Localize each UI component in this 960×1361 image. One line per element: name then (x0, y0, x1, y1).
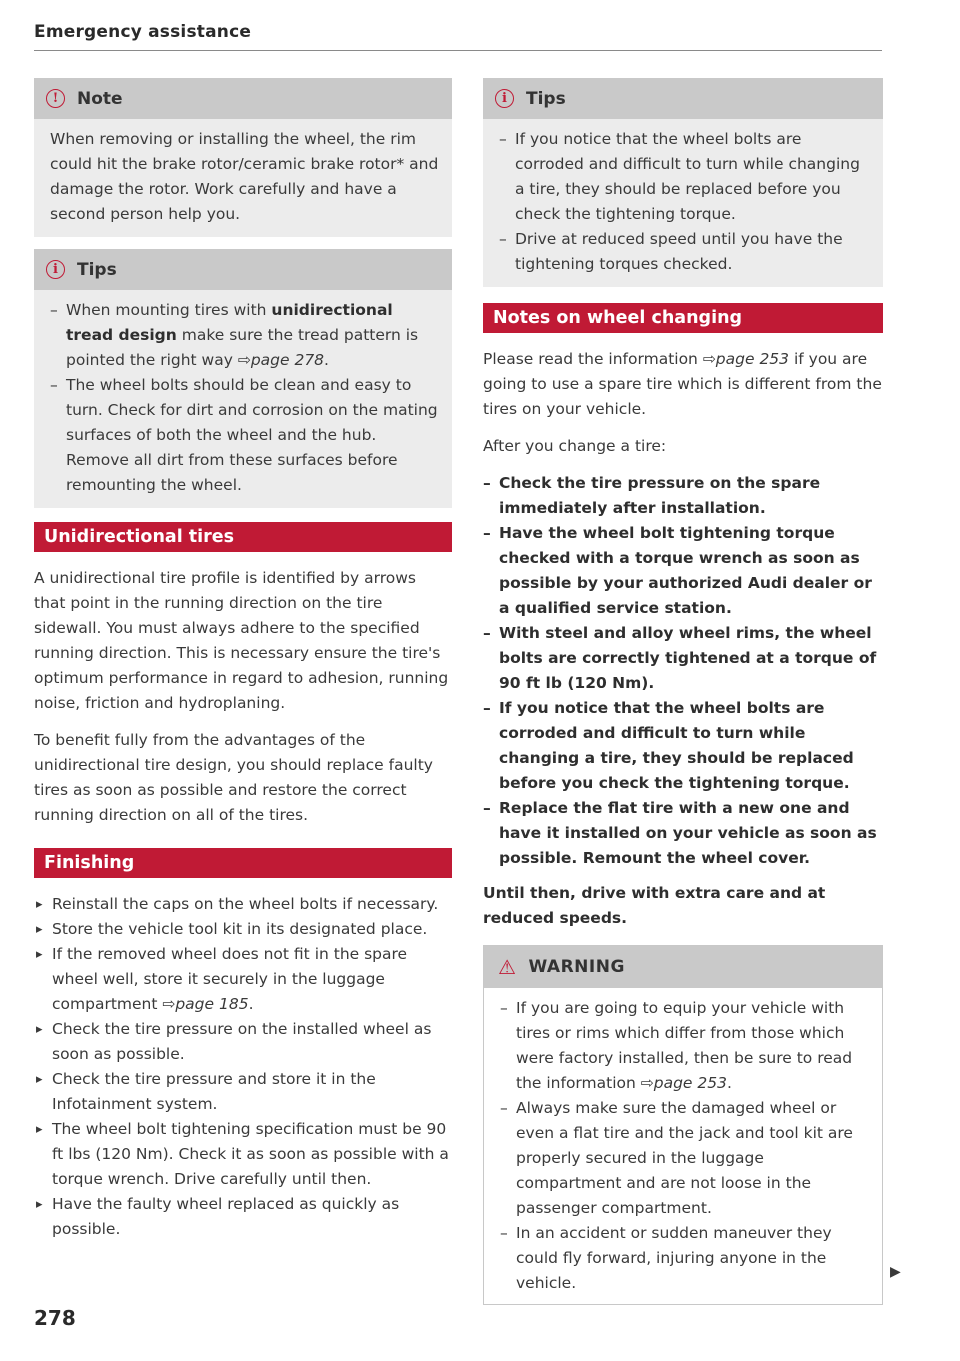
list-item: – Replace the flat tire with a new one and have it installed on your vehicle as soon as possible. Remount the wheel cover. (483, 796, 883, 871)
left-column (34, 78, 452, 1242)
list-item: ▸ If the removed wheel does not fit in the spare wheel well, store it securely in the luggage compartment ⇨page 185. (34, 942, 452, 1017)
warning-body (484, 988, 882, 1304)
paragraph: After you change a tire: (483, 437, 667, 455)
list-item: – Always make sure the damaged wheel or even a flat tire and the jack and tool kit are properly secured in the luggage compartment and are not loose in the passenger compartment. (500, 1096, 870, 1221)
list-item: ▸ Check the tire pressure on the installed wheel as soon as possible. (34, 1017, 452, 1067)
paragraph: Please read the information ⇨page 253 if you are going to use a spare tire which is different from the tires on your vehicle. (483, 350, 882, 418)
list-item: – With steel and alloy wheel rims, the wheel bolts are correctly tightened at a torque of 90 ft lb (120 Nm). (483, 621, 883, 696)
warning-box (483, 945, 883, 1305)
paragraph: To benefit fully from the advantages of the unidirectional tire design, you should replace faulty tires as soon as possible and restore the correct running direction on all of the tires. (34, 731, 433, 824)
right-column (483, 78, 883, 1305)
list-item: – If you notice that the wheel bolts are corroded and difficult to turn while changing a tire, they should be replaced before you check the tightening torque. (483, 696, 883, 796)
list-item: ▸ The wheel bolt tightening specification must be 90 ft lbs (120 Nm). Check it as soon as possible with a torque wrench. Drive carefully until then. (34, 1117, 452, 1192)
tips-box-left (34, 249, 452, 508)
list-item: – Drive at reduced speed until you have the tightening torques checked. (499, 227, 871, 277)
list-item: – If you notice that the wheel bolts are corroded and difficult to turn while changing a tire, they should be replaced before you check the tightening torque. (499, 127, 871, 227)
list-item: – When mounting tires with unidirectional tread design make sure the tread pattern is pointed the right way ⇨page 278. (50, 298, 440, 373)
note-header (34, 78, 452, 119)
tips-body (483, 119, 883, 287)
note-box (34, 78, 452, 237)
section-heading-unidirectional: Unidirectional tires (34, 522, 452, 552)
tips-body (34, 290, 452, 508)
finishing-steps (34, 892, 452, 1242)
page-header (34, 22, 882, 51)
tips-title: Tips (526, 88, 566, 109)
warning-header (484, 946, 882, 988)
warning-triangle-icon: ⚠ (498, 955, 517, 979)
tips-header (483, 78, 883, 119)
page-reference-link[interactable]: ⇨page 253 (702, 350, 790, 368)
tips-box-right (483, 78, 883, 287)
list-item: ▸ Have the faulty wheel replaced as quickly as possible. (34, 1192, 452, 1242)
note-body (34, 119, 452, 237)
page-reference-link[interactable]: ⇨page 253 (640, 1074, 727, 1092)
list-item: – In an accident or sudden maneuver they could fly forward, injuring anyone in the vehicle. (500, 1221, 870, 1296)
section-heading-notes: Notes on wheel changing (483, 303, 883, 333)
page-reference-link[interactable]: ⇨page 278 (237, 351, 325, 369)
exclamation-circle-icon: ! (46, 89, 65, 108)
list-item: ▸ Store the vehicle tool kit in its designated place. (34, 917, 452, 942)
wheel-change-checklist (483, 471, 883, 871)
list-item: – Check the tire pressure on the spare immediately after installation. (483, 471, 883, 521)
info-circle-icon: i (495, 89, 514, 108)
chapter-title: Emergency assistance (34, 22, 252, 42)
list-item: – The wheel bolts should be clean and easy to turn. Check for dirt and corrosion on the mating surfaces of both the wheel and the hub. Remove all dirt from these surfaces before remounting the wheel. (50, 373, 440, 498)
warning-title: WARNING (528, 957, 625, 977)
list-item: ▸ Reinstall the caps on the wheel bolts if necessary. (34, 892, 452, 917)
tips-header (34, 249, 452, 290)
page-reference-link[interactable]: ⇨page 185 (162, 995, 249, 1013)
list-item: – If you are going to equip your vehicle with tires or rims which differ from those which were factory installed, then be sure to read the information ⇨page 253. (500, 996, 870, 1096)
section-heading-finishing: Finishing (34, 848, 452, 878)
info-circle-icon: i (46, 260, 65, 279)
page-number: 278 (34, 1306, 76, 1330)
paragraph: A unidirectional tire profile is identified by arrows that point in the running direction on the tire sidewall. You must always adhere to the specified running direction. This is necessary ensure the tire's optimum performance in regard to adhesion, running noise, friction and hydroplaning. (34, 569, 449, 712)
note-text: When removing or installing the wheel, the rim could hit the brake rotor/ceramic brake rotor* and damage the rotor. Work carefully and have a second person help you. (50, 130, 439, 223)
paragraph-bold: Until then, drive with extra care and at reduced speeds. (483, 884, 826, 927)
note-title: Note (77, 88, 123, 109)
tips-title: Tips (77, 259, 117, 280)
continue-arrow-icon: ▶ (890, 1264, 901, 1280)
list-item: ▸ Check the tire pressure and store it in the Infotainment system. (34, 1067, 452, 1117)
list-item: – Have the wheel bolt tightening torque checked with a torque wrench as soon as possible by your authorized Audi dealer or a qualified service station. (483, 521, 883, 621)
